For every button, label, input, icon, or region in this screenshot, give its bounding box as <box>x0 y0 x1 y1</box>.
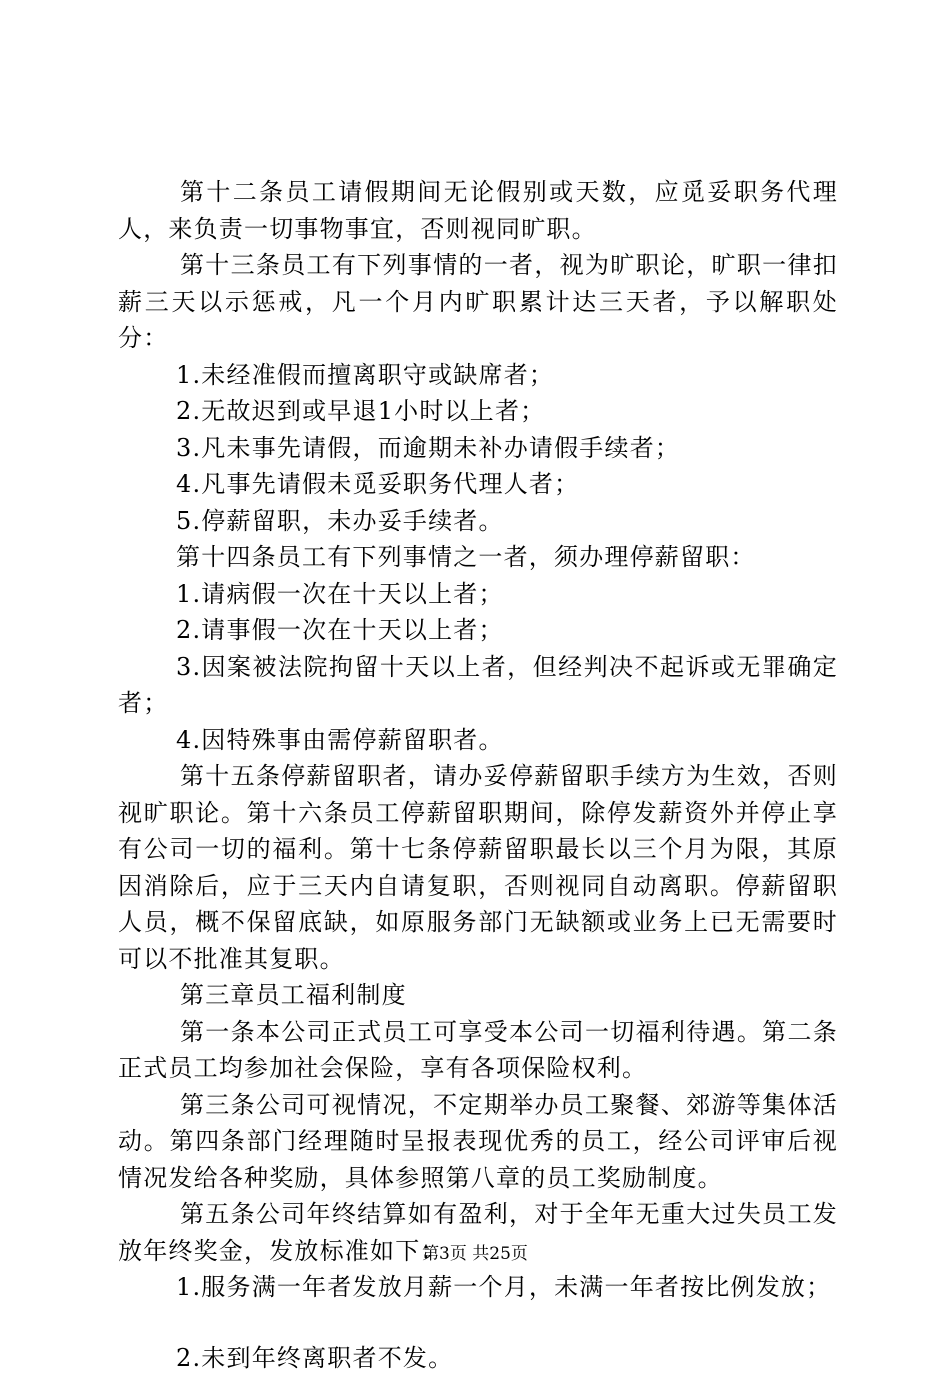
list-item: 3.凡未事先请假，而逾期未补办请假手续者； <box>118 430 838 467</box>
section-heading: 第三章员工福利制度 <box>118 977 838 1014</box>
paragraph: 第三条公司可视情况，不定期举办员工聚餐、郊游等集体活动。第四条部门经理随时呈报表现优秀的员工，经公司评审后视情况发给各种奖励，具体参照第八章的员工奖励制度。 <box>118 1087 838 1197</box>
paragraph: 第十五条停薪留职者，请办妥停薪留职手续方为生效，否则视旷职论。第十六条员工停薪留职期间，除停发薪资外并停止享有公司一切的福利。第十七条停薪留职最长以三个月为限，其原因消除后，应于三天内自请复职，否则视同自动离职。停薪留职人员，概不保留底缺，如原服务部门无缺额或业务上已无需要时可以不批准其复职。 <box>118 758 838 977</box>
list-item: 1.服务满一年者发放月薪一个月，未满一年者按比例发放； <box>118 1269 838 1306</box>
list-item: 3.因案被法院拘留十天以上者，但经判决不起诉或无罪确定者； <box>118 649 838 722</box>
paragraph: 第十三条员工有下列事情的一者，视为旷职论，旷职一律扣薪三天以示惩戒，凡一个月内旷职累计达三天者，予以解职处分： <box>118 247 838 357</box>
list-item: 2.无故迟到或早退1小时以上者； <box>118 393 838 430</box>
list-item: 2.未到年终离职者不发。 <box>118 1340 838 1376</box>
list-item: 1.请病假一次在十天以上者； <box>118 576 838 613</box>
paragraph: 第五条公司年终结算如有盈利，对于全年无重大过失员工发放年终奖金，发放标准如下： <box>118 1196 838 1269</box>
list-item: 5.停薪留职，未办妥手续者。 <box>118 503 838 540</box>
paragraph: 第一条本公司正式员工可享受本公司一切福利待遇。第二条正式员工均参加社会保险，享有各项保险权利。 <box>118 1014 838 1087</box>
list-item: 4.凡事先请假未觅妥职务代理人者； <box>118 466 838 503</box>
list-item: 4.因特殊事由需停薪留职者。 <box>118 722 838 759</box>
blank-line <box>118 1306 838 1340</box>
paragraph: 第十四条员工有下列事情之一者，须办理停薪留职： <box>118 539 838 576</box>
page-number-footer: 第3页 共25页 <box>0 1242 950 1266</box>
list-item: 2.请事假一次在十天以上者； <box>118 612 838 649</box>
list-item: 1.未经准假而擅离职守或缺席者； <box>118 357 838 394</box>
paragraph: 第十二条员工请假期间无论假别或天数，应觅妥职务代理人，来负责一切事物事宜，否则视同旷职。 <box>118 174 838 247</box>
document-body <box>118 174 838 1376</box>
